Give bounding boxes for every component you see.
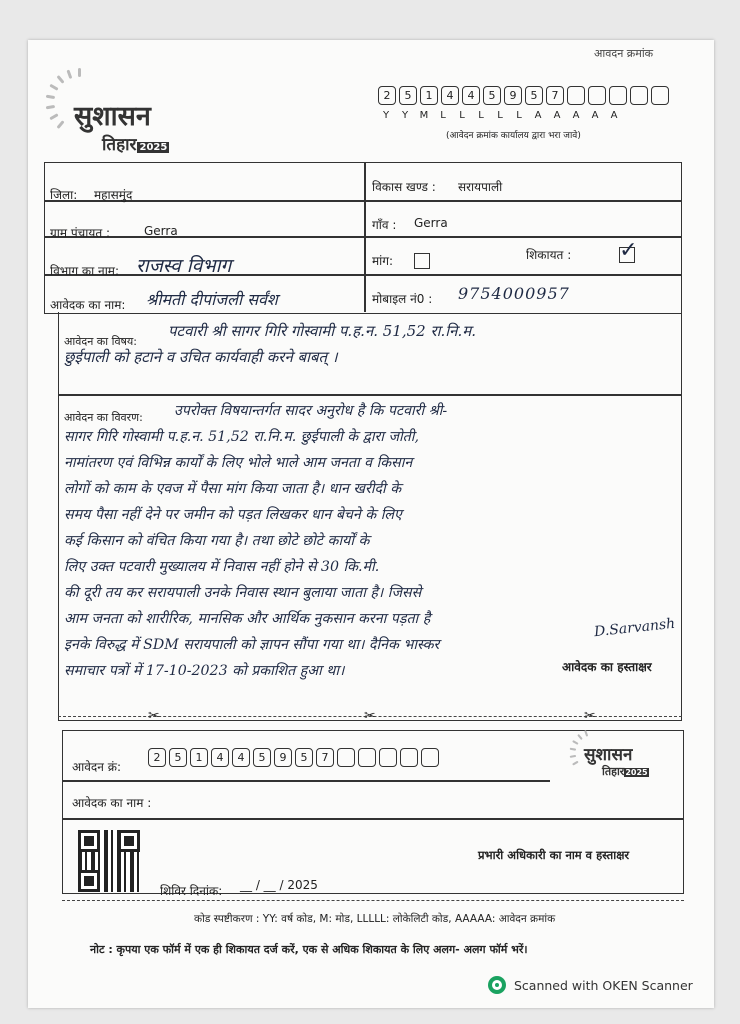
digit-box: 1 (420, 86, 438, 105)
digit-box (651, 86, 669, 105)
officer-label: प्रभारी अधिकारी का नाम व हस्ताक्षर (478, 848, 630, 862)
details-line: सागर गिरि गोस्वामी प.ह.न. 51,52 रा.नि.म. छुईपाली के द्वारा जोती, (64, 429, 419, 445)
code-letter: A (591, 110, 599, 121)
receipt-logo-year: 2025 (625, 768, 648, 777)
complaint-checkbox[interactable] (619, 237, 638, 263)
digit-box: 4 (211, 748, 229, 767)
digit-box: 4 (462, 86, 480, 105)
digit-box (400, 748, 418, 767)
code-note: (आवेदन क्रमांक कार्यालय द्वारा भरा जावे) (446, 131, 581, 141)
digit-box: 5 (399, 86, 417, 105)
digit-box: 9 (274, 748, 292, 767)
code-letter: Y (401, 110, 409, 121)
scissors-icon: ✂ (364, 708, 376, 724)
digit-box (421, 748, 439, 767)
details-line: की दूरी तय कर सरायपाली उनके निवास स्थान बुलाया जाता है। जिससे (64, 585, 422, 601)
details-label: आवेदन का विवरण: (64, 411, 143, 424)
receipt-number-label: आवेदन क्रं: (72, 760, 122, 774)
scanner-watermark (488, 976, 693, 994)
digit-box (588, 86, 606, 105)
scissors-icon: ✂ (584, 708, 596, 724)
digit-box (567, 86, 585, 105)
details-line: समाचार पत्रों में 17-10-2023 को प्रकाशित हुआ था। (64, 663, 345, 679)
digit-box: 7 (546, 86, 564, 105)
footer-divider (62, 900, 684, 901)
code-explanation: कोड स्पष्टीकरण : YY: वर्ष कोड, M: मोड, LLLLL: लोकेलिटी कोड, AAAAA: आवेदन क्रमांक (194, 913, 556, 925)
mobile-label: मोबाइल नं0 : (372, 292, 433, 306)
details-text (64, 398, 680, 684)
digit-box (358, 748, 376, 767)
block-label: विकास खण्ड : (372, 180, 436, 194)
subject-label: आवेदन का विषय: (64, 335, 138, 348)
receipt-logo-title: सुशासन (584, 745, 633, 765)
scissors-icon: ✂ (148, 708, 160, 724)
qr-finder (118, 830, 140, 852)
code-letter: A (553, 110, 561, 121)
info-table (44, 162, 682, 314)
code-letter: M (419, 110, 429, 121)
village-value: Gerra (414, 216, 448, 230)
digit-box: 7 (316, 748, 334, 767)
form-page (28, 40, 714, 1008)
digit-box: 5 (169, 748, 187, 767)
mobile-value: 9754000957 (458, 284, 570, 303)
scanner-label: Scanned with OKEN Scanner (514, 977, 693, 993)
digit-box: 1 (190, 748, 208, 767)
signature-label: आवेदक का हस्ताक्षर (562, 660, 652, 674)
digit-box: 9 (504, 86, 522, 105)
code-letter: L (440, 110, 446, 121)
receipt-name-label: आवेदक का नाम : (72, 796, 152, 810)
digit-box: 5 (295, 748, 313, 767)
check-icon: ✓ (619, 237, 638, 263)
code-letter: A (572, 110, 580, 121)
digit-box (379, 748, 397, 767)
digit-box: 4 (441, 86, 459, 105)
code-letter: A (610, 110, 618, 121)
digit-box (337, 748, 355, 767)
qr-finder (78, 830, 100, 852)
code-letter: Y (382, 110, 390, 121)
digit-box (609, 86, 627, 105)
digit-box: 5 (525, 86, 543, 105)
district-value: महासमुंद (94, 188, 133, 202)
digit-box: 5 (483, 86, 501, 105)
camp-date-label: शिविर दिनांक: (160, 884, 223, 898)
details-line: उपरोक्त विषयान्तर्गत सादर अनुरोध है कि पटवारी श्री- (174, 403, 448, 419)
form-note: नोट : कृपया एक फॉर्म में एक ही शिकायत दर्ज करें, एक से अधिक शिकायत के लिए अलग- अलग फॉर्म भरें। (90, 943, 528, 956)
qr-finder (78, 870, 100, 892)
district-label: जिला: (50, 188, 78, 202)
panchayat-label: ग्राम पंचायत : (50, 226, 111, 240)
village-label: गाँव : (372, 218, 397, 232)
digit-box (630, 86, 648, 105)
digit-box: 2 (378, 86, 396, 105)
logo-title: सुशासन (74, 101, 151, 132)
code-letter: L (459, 110, 465, 121)
demand-checkbox[interactable] (414, 253, 430, 269)
logo-subtitle: तिहार 2025 (102, 135, 168, 155)
details-line: लिए उक्त पटवारी मुख्यालय में निवास नहीं होने से 30 कि.मी. (64, 559, 380, 575)
details-line: नामांतरण एवं विभिन्न कार्यों के लिए भोले भाले आम जनता व किसान (64, 455, 413, 471)
details-line: कई किसान को वंचित किया गया है। तथा छोटे छोटे कार्यों के (64, 533, 370, 549)
logo-year: 2025 (139, 142, 168, 153)
block-value: सरायपाली (458, 180, 503, 194)
form-number-label: आवदन क्रमांक (594, 47, 654, 60)
receipt-logo-subtitle: तिहार2025 (602, 765, 648, 778)
camp-date-value: __ / __ / 2025 (240, 878, 318, 892)
department-label: विभाग का नाम: (50, 264, 120, 278)
code-letter: A (534, 110, 542, 121)
code-letters (378, 110, 622, 121)
digit-box: 5 (253, 748, 271, 767)
code-letter: L (478, 110, 484, 121)
details-line: इनके विरुद्ध में SDM सरायपाली को ज्ञापन सौंपा गया था। दैनिक भास्कर (64, 637, 440, 653)
digit-box: 2 (148, 748, 166, 767)
code-letter: L (497, 110, 503, 121)
details-line: समय पैसा नहीं देने पर जमीन को पड़त लिखकर धान बेचने के लिए (64, 507, 402, 523)
applicant-label: आवेदक का नाम: (50, 298, 126, 312)
signature: D.Sarvansh (593, 615, 676, 641)
scanner-logo-icon (488, 976, 506, 994)
department-value: राजस्व विभाग (136, 255, 232, 277)
code-letter: L (516, 110, 522, 121)
applicant-value: श्रीमती दीपांजली सर्वंश (146, 290, 278, 309)
subject-line: पटवारी श्री सागर गिरि गोस्वामी प.ह.न. 51,52 रा.नि.म. (168, 322, 476, 340)
complaint-label: शिकायत : (526, 248, 572, 262)
details-line: लोगों को काम के एवज में पैसा मांग किया जाता है। धान खरीदी के (64, 481, 402, 497)
panchayat-value: Gerra (144, 224, 178, 238)
digit-box: 4 (232, 748, 250, 767)
subject-line: छुईपाली को हटाने व उचित कार्यवाही करने बाबत् । (64, 348, 338, 366)
demand-label: मांग: (372, 254, 394, 268)
details-line: आम जनता को शारीरिक, मानसिक और आर्थिक नुकसान करना पड़ता है (64, 611, 431, 627)
application-number-boxes (378, 86, 669, 105)
receipt-number-boxes (148, 748, 439, 767)
